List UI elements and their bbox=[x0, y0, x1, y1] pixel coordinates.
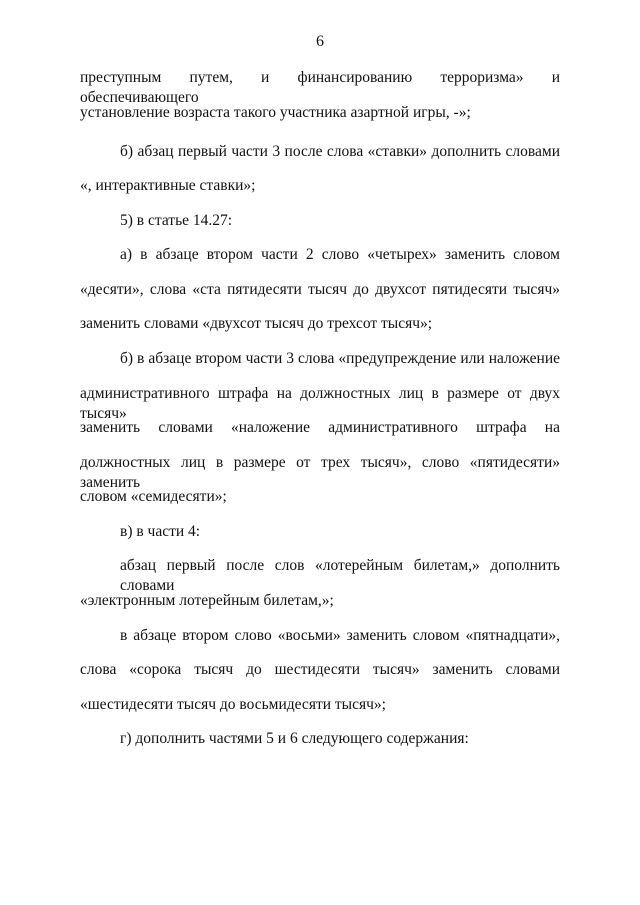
text-line: административного штрафа на должностных лиц в размере от двух тысяч» bbox=[80, 385, 560, 422]
text-line: абзац первый после слов «лотерейным билетам,» дополнить словами bbox=[120, 557, 560, 594]
text-line: в) в части 4: bbox=[120, 523, 201, 540]
text-line: слова «сорока тысяч до шестидесяти тысяч» заменить словами bbox=[80, 661, 560, 678]
text-line: 5) в статье 14.27: bbox=[120, 212, 233, 229]
text-line: «электронным лотерейным билетам,»; bbox=[80, 592, 334, 609]
text-line: словом «семидесяти»; bbox=[80, 488, 227, 505]
page-number: 6 bbox=[316, 33, 324, 50]
text-line: «десяти», слова «ста пятидесяти тысяч до двухсот пятидесяти тысяч» bbox=[80, 281, 560, 298]
text-line: в абзаце втором слово «восьми» заменить словом «пятнадцати», bbox=[120, 627, 560, 644]
text-line: заменить словами «наложение административного штрафа на bbox=[80, 419, 560, 436]
text-line: б) в абзаце втором части 3 слова «предупреждение или наложение bbox=[120, 350, 560, 367]
text-line: заменить словами «двухсот тысяч до трехсот тысяч»; bbox=[80, 315, 433, 332]
text-line: г) дополнить частями 5 и 6 следующего содержания: bbox=[120, 730, 469, 747]
text-line: «шестидесяти тысяч до восьмидесяти тысяч»; bbox=[80, 696, 386, 713]
text-line: «, интерактивные ставки»; bbox=[80, 177, 256, 194]
text-line: установление возраста такого участника азартной игры, -»; bbox=[80, 104, 471, 121]
text-line: должностных лиц в размере от трех тысяч», слово «пятидесяти» заменить bbox=[80, 454, 560, 491]
text-line: преступным путем, и финансированию терроризма» и обеспечивающего bbox=[80, 69, 560, 106]
text-line: б) абзац первый части 3 после слова «ставки» дополнить словами bbox=[120, 143, 560, 160]
text-line: а) в абзаце втором части 2 слово «четырех» заменить словом bbox=[120, 246, 560, 263]
